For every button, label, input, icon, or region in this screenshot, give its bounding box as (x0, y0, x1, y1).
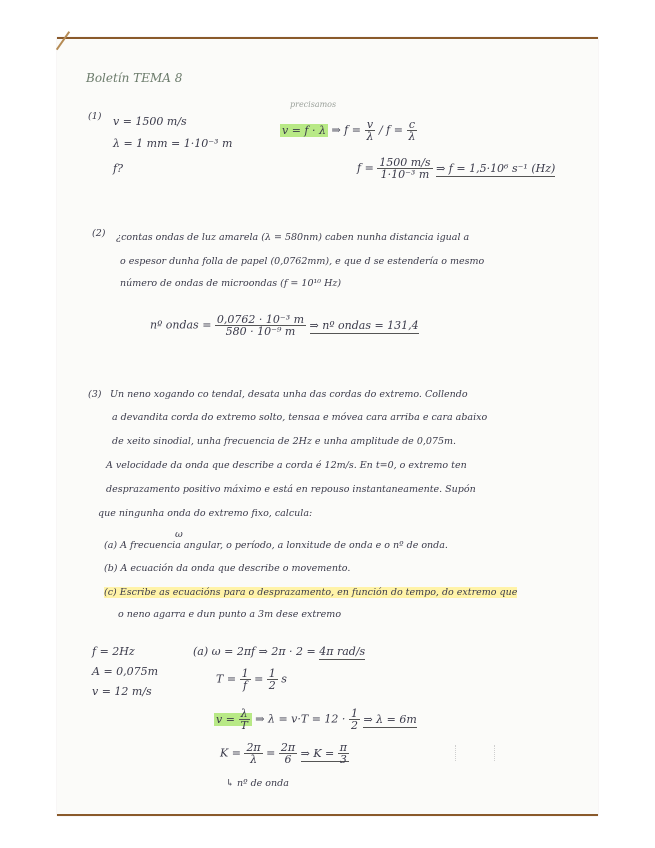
p1-highlighted-formula: v = f · λ (282, 123, 326, 137)
p3-period-frac (240, 668, 251, 691)
p3-part-b: (b) A ecuación da onda que describe o movemento. (104, 563, 351, 574)
p1-calc-lhs: f = (357, 161, 374, 175)
frac-den: λ (408, 130, 416, 143)
p3-part-c-line-1 (104, 588, 517, 598)
p3-k-frac-3 (338, 742, 349, 765)
p1-frac-c-lambda (406, 119, 417, 142)
frac-den: 2 (268, 679, 276, 692)
p3-k-frac-1 (244, 742, 262, 765)
p3-k-frac-2 (279, 742, 297, 765)
p1-calc-frac (377, 157, 432, 180)
p3-part-c-line-2: o neno agarra e dun punto a 3m dese extremo (118, 609, 342, 620)
frac-num: 2π (280, 741, 296, 754)
p1-formula-alt: / f = (378, 123, 403, 137)
problem-2-number: (2) (92, 228, 106, 239)
p1-formula (280, 119, 417, 142)
p3-statement-line-6: que ningunha onda do extremo fixo, calcula: (98, 508, 313, 519)
p2-frac (215, 314, 306, 337)
frac-den: f (243, 679, 248, 692)
p2-statement-line-3: número de ondas de microondas (f = 10¹⁰ Hz) (120, 278, 342, 289)
p3-period-eq: = (254, 672, 264, 686)
p1-calculation (357, 157, 555, 180)
p2-statement-line-2: o espesor dunha folla de papel (0,0762mm), e que d se estendería o mesmo (120, 256, 485, 267)
page-title: Boletín TEMA 8 (86, 71, 183, 85)
p3-statement-line-4: A velocidade da onda que describe a corda é 12m/s. En t=0, o extremo ten (106, 460, 467, 471)
p1-given-lambda: λ = 1 mm = 1·10⁻³ m (113, 137, 233, 150)
frac-num: 1 (241, 667, 249, 680)
frac-num: 1 (350, 707, 358, 720)
frac-den: 3 (339, 753, 347, 766)
frac-den: 6 (284, 753, 292, 766)
frac-den: 580 · 10⁻⁹ m (225, 325, 296, 338)
p3-k-lhs: K = (220, 746, 241, 760)
p3-period-unit: s (281, 672, 287, 686)
p3-part-a: (a) A frecuencia angular, o período, a lonxitude de onda e o nº de onda. (104, 540, 448, 551)
p2-result: ⇒ nº ondas = 131,4 (309, 318, 419, 332)
frac-num: π (339, 741, 348, 754)
p3-period (216, 668, 287, 691)
frac-num: 0,0762 · 10⁻³ m (216, 313, 305, 326)
p3-lambda-frac (349, 708, 360, 731)
problem-1-number: (1) (88, 111, 102, 122)
p3-k-result (300, 741, 349, 766)
p3-k-result-lhs: ⇒ K = (300, 746, 335, 760)
p1-ask: f? (113, 162, 123, 175)
p1-frac-v-lambda (364, 119, 375, 142)
p3-highlighted-v (214, 707, 252, 732)
paper-sheet (57, 37, 598, 816)
p3-omega-mark: ω (175, 529, 183, 540)
frac-num: c (408, 118, 416, 131)
p3-given-A: A = 0,075m (92, 665, 159, 678)
p3-given-v: v = 12 m/s (92, 685, 152, 698)
p2-solution (150, 314, 419, 337)
p3-wavenumber (220, 742, 349, 765)
problem-3-number: (3) (88, 389, 102, 400)
p2-statement-line-1: ¿contas ondas de luz amarela (λ = 580nm) caben nunha distancia igual a (116, 232, 470, 243)
p3-given-f: f = 2Hz (92, 645, 135, 658)
p3-statement-line-1: Un neno xogando co tendal, desata unha das cordas do extremo. Collendo (110, 389, 468, 400)
p3-period-lhs: T = (216, 672, 237, 686)
p3-statement-line-5: desprazamento positivo máximo e está en repouso instantaneamente. Supón (106, 484, 476, 495)
p3-period-result-frac (267, 668, 278, 691)
p3-lambda-calc: ⇒ λ = v·T = 12 · (255, 712, 346, 726)
frac-num: λ (240, 707, 248, 720)
frac-num: 2π (246, 741, 261, 754)
p3-k-eq: = (266, 746, 276, 760)
p3-v-frac (238, 708, 249, 731)
frac-num: v (366, 118, 374, 131)
p3-v-lhs: v = (216, 712, 235, 726)
p1-given-v: v = 1500 m/s (113, 115, 187, 128)
frac-num: 1 (268, 667, 276, 680)
frac-den: 2 (350, 719, 358, 732)
eraser-marks (455, 745, 495, 761)
p3-statement-line-3: de xeito sinodial, unha frecuencia de 2Hz e unha amplitude de 0,075m. (112, 436, 457, 447)
p1-pencil-note: precisamos (290, 100, 337, 109)
p3-wavelength (214, 708, 417, 731)
p3-statement-line-2: a devandita corda do extremo solto, tensaa e móvea cara arriba e cara abaixo (112, 412, 488, 423)
p3-omega-result: 4π rad/s (319, 645, 366, 658)
frac-den: λ (250, 753, 258, 766)
p1-result: ⇒ f = 1,5·10⁶ s⁻¹ (Hz) (436, 161, 556, 175)
p3-solution-a (193, 646, 365, 657)
frac-den: T (240, 719, 248, 732)
frac-den: λ (366, 130, 374, 143)
p2-lhs: nº ondas = (150, 318, 212, 332)
p3-omega-calc: (a) ω = 2πf ⇒ 2π · 2 = (193, 645, 316, 658)
frac-den: 1·10⁻³ m (380, 168, 430, 181)
frac-num: 1500 m/s (379, 156, 431, 169)
p3-part-c-text: (c) Escribe as ecuacións para o desprazamento, en función do tempo, do extremo que (104, 587, 518, 598)
p3-k-note: ↳ nº de onda (226, 778, 289, 789)
p3-lambda-result: ⇒ λ = 6m (363, 712, 417, 726)
p1-formula-implies: ⇒ f = (331, 123, 361, 137)
